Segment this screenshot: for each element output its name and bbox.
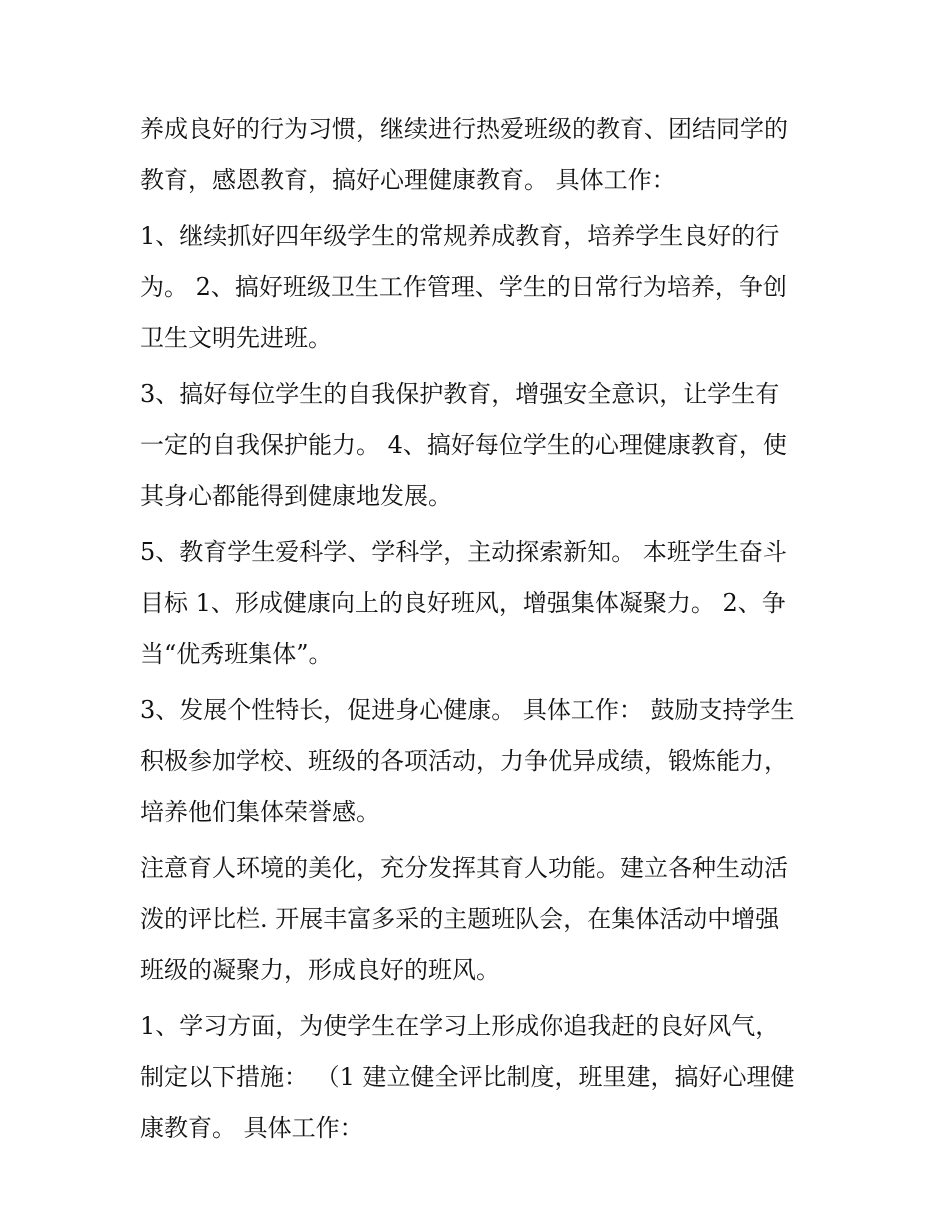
- paragraph-6: [140, 843, 820, 996]
- paragraph-7: [140, 1001, 820, 1154]
- text-line: 3、发展个性特长，促进身心健康。 具体工作： 鼓励支持学生: [140, 696, 795, 724]
- text-line: 3、搞好每位学生的自我保护教育，增强安全意识，让学生有: [140, 380, 780, 408]
- text-line: 培养他们集体荣誉感。: [140, 798, 380, 826]
- text-line: 养成良好的行为习惯，继续进行热爱班级的教育、团结同学的: [140, 115, 788, 143]
- text-line: 康教育。 具体工作：: [140, 1114, 364, 1142]
- text-line: 5、教育学生爱科学、学科学，主动探索新知。 本班学生奋斗: [140, 538, 787, 566]
- document-body: [140, 104, 820, 1159]
- paragraph-3: [140, 369, 820, 522]
- text-line: 目标 1、形成健康向上的良好班风，增强集体凝聚力。 2、争: [140, 589, 786, 617]
- paragraph-4: [140, 527, 820, 680]
- text-line: 当“优秀班集体”。: [140, 640, 333, 668]
- paragraph-2: [140, 211, 820, 364]
- text-line: 1、学习方面，为使学生在学习上形成你追我赶的良好风气，: [140, 1012, 780, 1040]
- text-line: 其身心都能得到健康地发展。: [140, 482, 452, 510]
- text-line: 积极参加学校、班级的各项活动，力争优异成绩，锻炼能力，: [140, 747, 788, 775]
- text-line: 1、继续抓好四年级学生的常规养成教育，培养学生良好的行: [140, 222, 780, 250]
- text-line: 班级的凝聚力，形成良好的班风。: [140, 956, 500, 984]
- text-line: 教育，感恩教育，搞好心理健康教育。 具体工作：: [140, 166, 676, 194]
- paragraph-1: [140, 104, 820, 206]
- text-line: 泼的评比栏. 开展丰富多采的主题班队会，在集体活动中增强: [140, 905, 780, 933]
- text-line: 注意育人环境的美化，充分发挥其育人功能。建立各种生动活: [140, 854, 788, 882]
- paragraph-5: [140, 685, 820, 838]
- text-line: 卫生文明先进班。: [140, 324, 332, 352]
- text-line: 制定以下措施： （1 建立健全评比制度，班里建，搞好心理健: [140, 1063, 795, 1091]
- text-line: 为。 2、搞好班级卫生工作管理、学生的日常行为培养，争创: [140, 273, 787, 301]
- text-line: 一定的自我保护能力。 4、搞好每位学生的心理健康教育，使: [140, 431, 787, 459]
